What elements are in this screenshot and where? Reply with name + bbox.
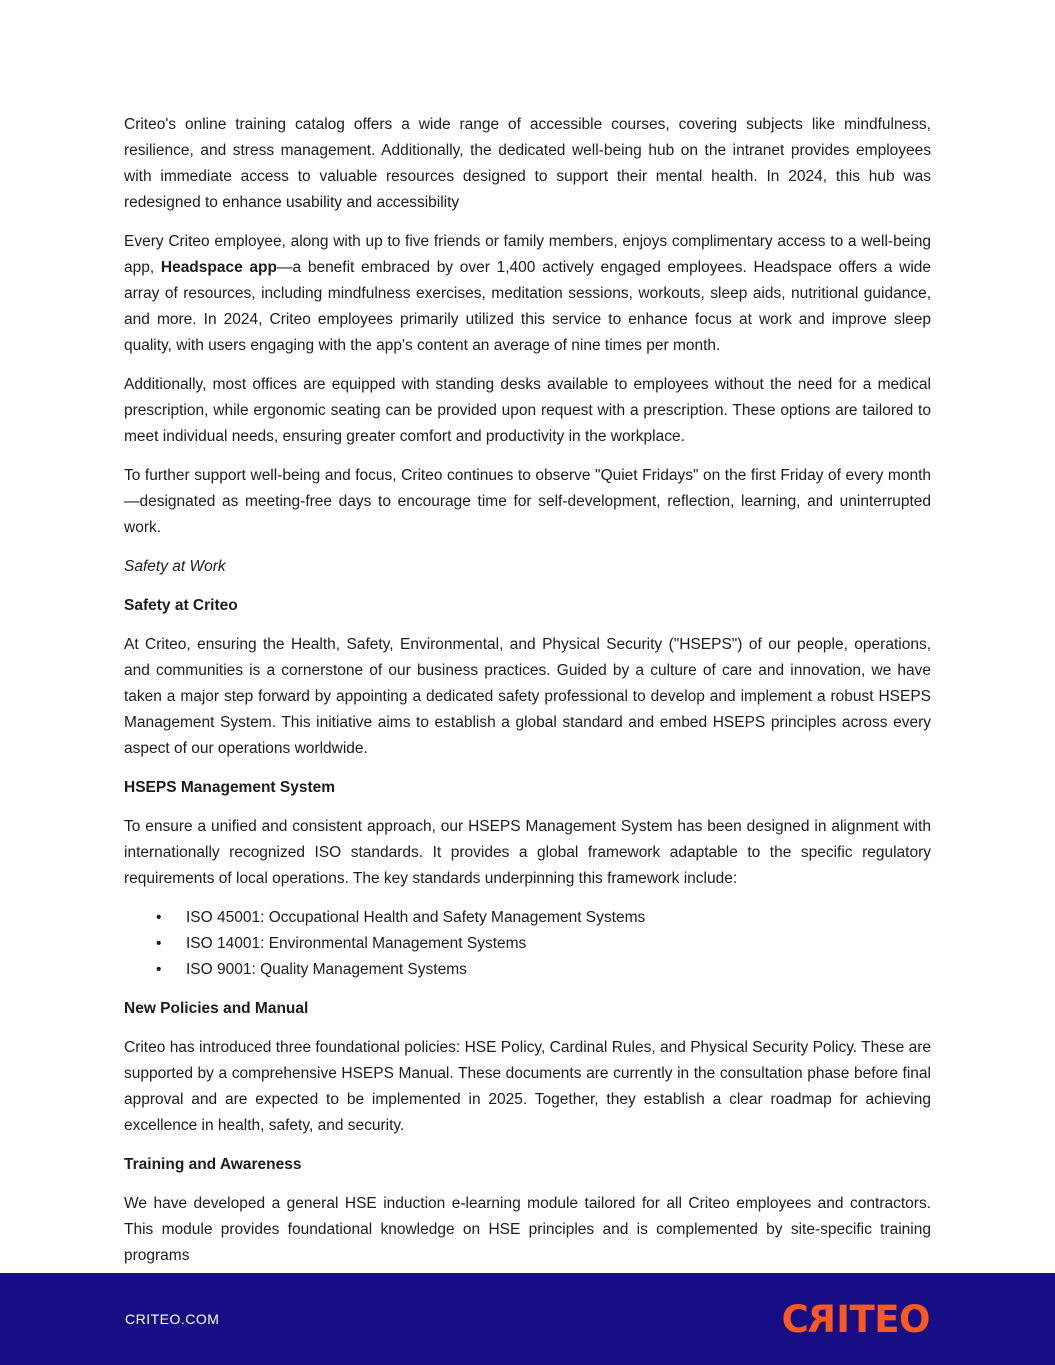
paragraph-standing-desks: Additionally, most offices are equipped with standing desks available to employees without the need for a medical prescription, while ergonomic seating can be provided upon request with a prescription. These options are tailored to meet individual needs, ensuring greater comfort and productivity in the workplace. <box>124 376 931 445</box>
footer-website-url: CRITEO.COM <box>125 1311 220 1327</box>
heading-new-policies-and-manual: New Policies and Manual <box>124 1000 309 1017</box>
iso-standards-list <box>124 905 931 983</box>
bullet-icon: • <box>156 935 162 952</box>
criteo-logo <box>781 1297 930 1341</box>
paragraph-foundational-policies: Criteo has introduced three foundational policies: HSE Policy, Cardinal Rules, and Physical Security Policy. These are supported by a comprehensive HSEPS Manual. These documents are currently in the consultation phase before final approval and are expected to be implemented in 2025. Together, they establish a clear roadmap for achieving excellence in health, safety, and security. <box>124 1039 931 1134</box>
paragraph-headspace-post: —a benefit embraced by over 1,400 actively engaged employees. Headspace offers a wide array of resources, including mindfulness exercises, meditation sessions, workouts, sleep aids, nutritional guidance, and more. In 2024, Criteo employees primarily utilized this service to enhance focus at work and improve sleep quality, with users engaging with the app's content an average of nine times per month. <box>124 259 932 354</box>
paragraph-quiet-fridays: To further support well-being and focus, Criteo continues to observe "Quiet Fridays" on the first Friday of every month—designated as meeting-free days to encourage time for self-development, reflection, learning, and uninterrupted work. <box>124 467 931 536</box>
logo-letters-iteo: ITEO <box>836 1297 930 1341</box>
list-item-iso-14001 <box>124 931 931 957</box>
page-footer <box>0 1273 1055 1365</box>
logo-letter-r: R <box>808 1297 837 1341</box>
bullet-icon: • <box>156 961 162 978</box>
list-item-iso-9001 <box>124 957 931 983</box>
logo-letter-c: C <box>781 1297 809 1341</box>
heading-safety-at-criteo: Safety at Criteo <box>124 597 238 614</box>
paragraph-iso-alignment: To ensure a unified and consistent approach, our HSEPS Management System has been designed in alignment with internationally recognized ISO standards. It provides a global framework adaptable to the specific regulatory requirements of local operations. The key standards underpinning this framework include: <box>124 818 931 887</box>
heading-training-and-awareness: Training and Awareness <box>124 1156 302 1173</box>
paragraph-headspace-pre: Every Criteo employee, along with up to five friends or family members, enjoys complimentary access to a well-being app, <box>124 233 931 276</box>
heading-safety-at-work: Safety at Work <box>124 558 226 575</box>
heading-hseps-management-system: HSEPS Management System <box>124 779 336 796</box>
paragraph-training-catalog: Criteo's online training catalog offers a wide range of accessible courses, covering subjects like mindfulness, resilience, and stress management. Additionally, the dedicated well-being hub on the intranet provides employees with immediate access to valuable resources designed to support their mental health. In 2024, this hub was redesigned to enhance usability and accessibility <box>124 116 931 211</box>
paragraph-hse-induction: We have developed a general HSE induction e-learning module tailored for all Criteo employees and contractors. This module provides foundational knowledge on HSE principles and is complemented by site-specific training programs <box>124 1195 931 1264</box>
bullet-icon: • <box>156 909 162 926</box>
list-item-text: ISO 9001: Quality Management Systems <box>186 961 467 978</box>
list-item-iso-45001 <box>124 905 931 931</box>
paragraph-hseps-intro: At Criteo, ensuring the Health, Safety, Environmental, and Physical Security ("HSEPS") of our people, operations, and communities is a cornerstone of our business practices. Guided by a culture of care and innovation, we have taken a major step forward by appointing a dedicated safety professional to develop and implement a robust HSEPS Management System. This initiative aims to establish a global standard and embed HSEPS principles across every aspect of our operations worldwide. <box>124 636 931 757</box>
paragraph-headspace <box>124 229 931 359</box>
list-item-text: ISO 45001: Occupational Health and Safety Management Systems <box>186 909 646 926</box>
headspace-app-bold: Headspace app <box>160 259 277 276</box>
list-item-text: ISO 14001: Environmental Management Systems <box>186 935 527 952</box>
